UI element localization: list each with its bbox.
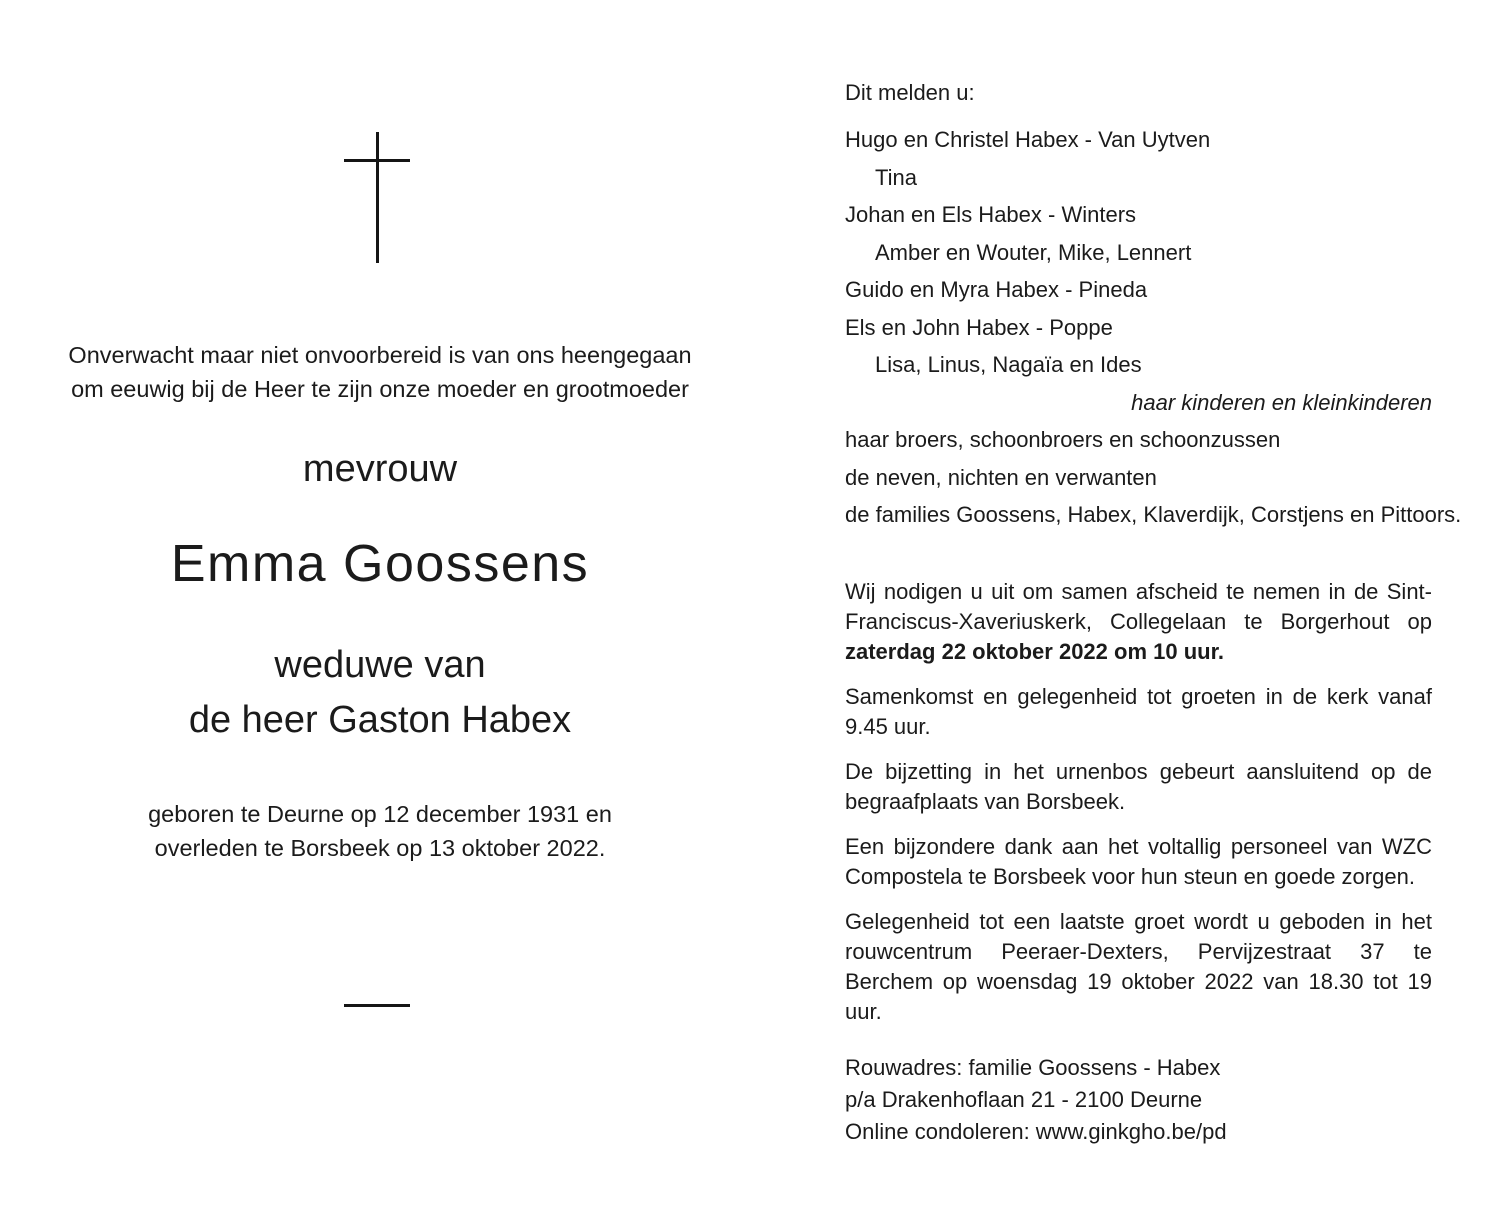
interment-paragraph: De bijzetting in het urnenbos gebeurt aansluitend op de begraafplaats van Borsbeek. (845, 759, 1432, 814)
mourning-address-line: Rouwadres: familie Goossens - Habex (845, 1055, 1221, 1080)
opening-line: Dit melden u: (845, 80, 975, 105)
widow-line-2: de heer Gaston Habex (188, 699, 572, 741)
intro-line-1: Onverwacht maar niet onvoorbereid is van ons heengegaan (68, 342, 692, 368)
divider-line (344, 1004, 410, 1007)
footer (845, 1052, 1432, 1148)
gathering-paragraph: Samenkomst en gelegenheid tot groeten in de kerk vanaf 9.45 uur. (845, 684, 1432, 739)
intro-line-2: om eeuwig bij de Heer te zijn onze moeder en grootmoeder (71, 376, 689, 402)
salutation: mevrouw (302, 448, 458, 490)
relatives-line: haar broers, schoonbroers en schoonzussen (845, 427, 1281, 452)
invitation-text: Wij nodigen u uit om samen afscheid te nemen in de Sint-Franciscus-Xaveriuskerk, Collegelaan te Borgerhout op (845, 579, 1432, 634)
family-list-item: Tina (875, 164, 917, 190)
relation-note: haar kinderen en kleinkinderen (1131, 389, 1432, 415)
deceased-name: Emma Goossens (170, 535, 590, 593)
family-list-item: Guido en Myra Habex - Pineda (845, 277, 1148, 302)
online-condolence-line: Online condoleren: www.ginkgho.be/pd (845, 1119, 1227, 1144)
born-line: geboren te Deurne op 12 december 1931 en (148, 801, 612, 827)
relatives-line: de families Goossens, Habex, Klaverdijk, Corstjens en Pittoors. (845, 502, 1462, 527)
family-list-item: Johan en Els Habex - Winters (845, 202, 1137, 227)
announcement-paragraphs (845, 577, 1432, 1042)
family-list (845, 121, 1462, 534)
cross-icon-horizontal-bar (344, 159, 410, 162)
intro-text (0, 338, 760, 406)
family-list-item: Lisa, Linus, Nagaïa en Ides (875, 352, 1142, 377)
family-list-item: Amber en Wouter, Mike, Lennert (875, 239, 1192, 265)
cross-icon-vertical-bar (376, 132, 379, 263)
thanks-paragraph: Een bijzondere dank aan het voltallig personeel van WZC Compostela te Borsbeek voor hun steun en goede zorgen. (845, 834, 1432, 889)
life-dates (0, 797, 760, 865)
last-greeting-paragraph: Gelegenheid tot een laatste groet wordt u geboden in het rouwcentrum Peeraer-Dexters, Pervijzestraat 37 te Berchem op woensdag 19 oktober 2022 van 18.30 tot 19 uur. (845, 909, 1432, 1024)
ceremony-datetime: zaterdag 22 oktober 2022 om 10 uur. (845, 639, 1225, 664)
died-line: overleden te Borsbeek op 13 oktober 2022. (154, 835, 606, 861)
widow-line-1: weduwe van (274, 644, 486, 686)
right-page (845, 0, 1462, 1214)
invitation-paragraph (845, 577, 1432, 667)
relatives-line: de neven, nichten en verwanten (845, 464, 1157, 490)
family-list-item: Els en John Habex - Poppe (845, 314, 1113, 340)
family-list-item: Hugo en Christel Habex - Van Uytven (845, 127, 1211, 152)
address-line: p/a Drakenhoflaan 21 - 2100 Deurne (845, 1087, 1203, 1112)
